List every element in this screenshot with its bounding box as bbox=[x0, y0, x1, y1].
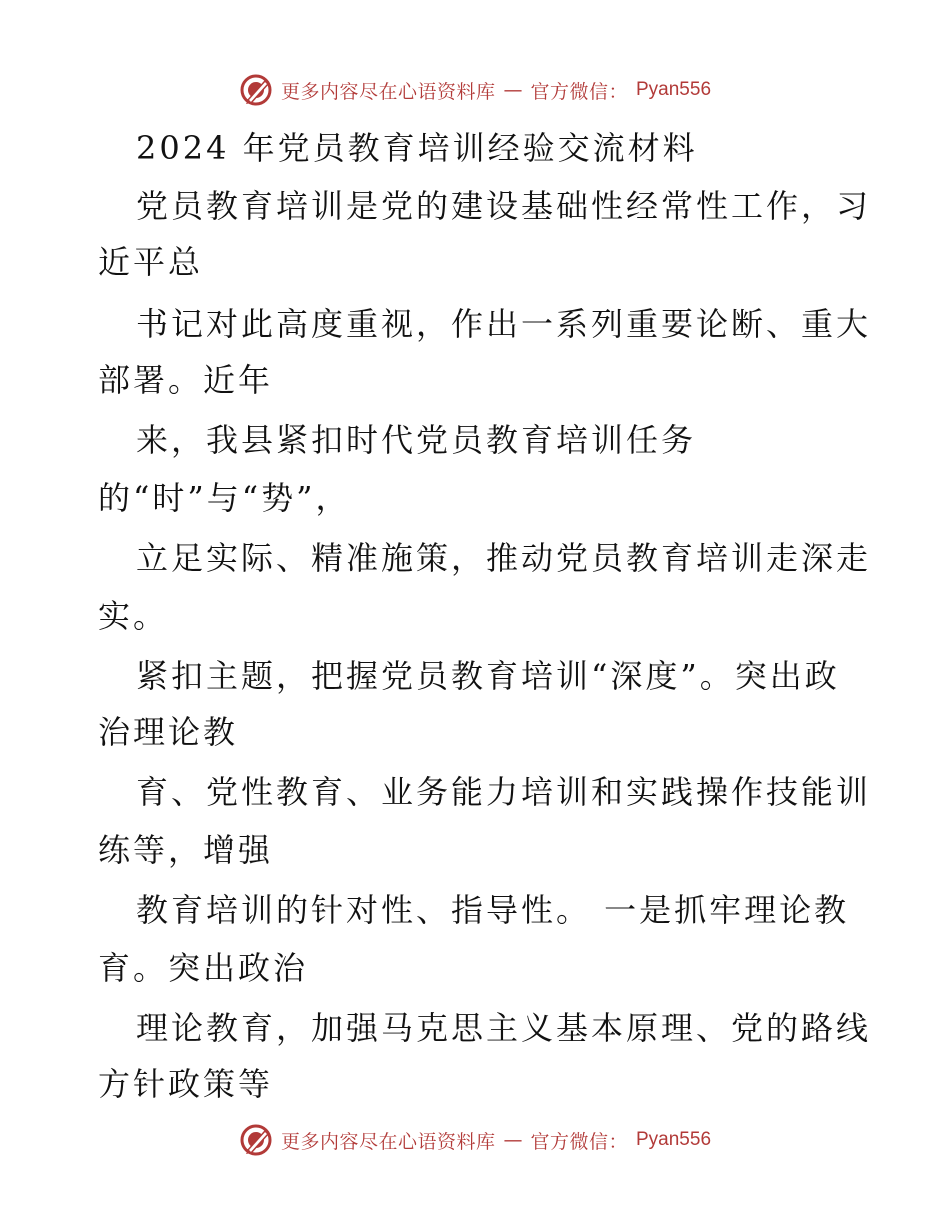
text-line: 育、党性教育、业务能力培训和实践操作技能训 bbox=[136, 773, 872, 811]
text-line: 方针政策等 bbox=[98, 1065, 274, 1103]
text-line: 近平总 bbox=[98, 243, 204, 281]
watermark-site-text: 更多内容尽在心语资料库 bbox=[280, 1130, 496, 1153]
document-title: 2024 年党员教育培训经验交流材料 bbox=[136, 129, 698, 167]
footer-watermark bbox=[0, 1120, 950, 1160]
text-line: 治理论教 bbox=[98, 713, 239, 751]
watermark-wechat-id: Pyan556 bbox=[636, 1129, 712, 1150]
text-line: 党员教育培训是党的建设基础性经常性工作，习 bbox=[136, 187, 872, 225]
watermark-wechat-id: Pyan556 bbox=[636, 79, 712, 100]
watermark-wechat-label: 官方微信： bbox=[530, 1130, 628, 1153]
pen-logo-icon bbox=[239, 1123, 273, 1157]
watermark-wechat-label: 官方微信： bbox=[530, 80, 628, 103]
text-line: 紧扣主题，把握党员教育培训“深度”。突出政 bbox=[136, 657, 840, 695]
text-line: 书记对此高度重视，作出一系列重要论断、重大 bbox=[136, 305, 872, 343]
text-line: 实。 bbox=[98, 597, 169, 635]
text-line: 练等，增强 bbox=[98, 831, 274, 869]
text-line: 来，我县紧扣时代党员教育培训任务 bbox=[136, 421, 697, 459]
watermark-separator: — bbox=[503, 79, 523, 101]
pen-logo-icon bbox=[239, 73, 273, 107]
watermark-separator: — bbox=[503, 1129, 523, 1151]
watermark-site-text: 更多内容尽在心语资料库 bbox=[280, 80, 496, 103]
text-line: 教育培训的针对性、指导性。 一是抓牢理论教 bbox=[136, 891, 850, 929]
text-line: 立足实际、精准施策，推动党员教育培训走深走 bbox=[136, 539, 872, 577]
text-line: 的“时”与“势”， bbox=[98, 479, 351, 517]
header-watermark bbox=[0, 70, 950, 110]
text-line: 育。突出政治 bbox=[98, 949, 309, 987]
text-line: 理论教育，加强马克思主义基本原理、党的路线 bbox=[136, 1009, 872, 1047]
text-line: 部署。近年 bbox=[98, 361, 274, 399]
